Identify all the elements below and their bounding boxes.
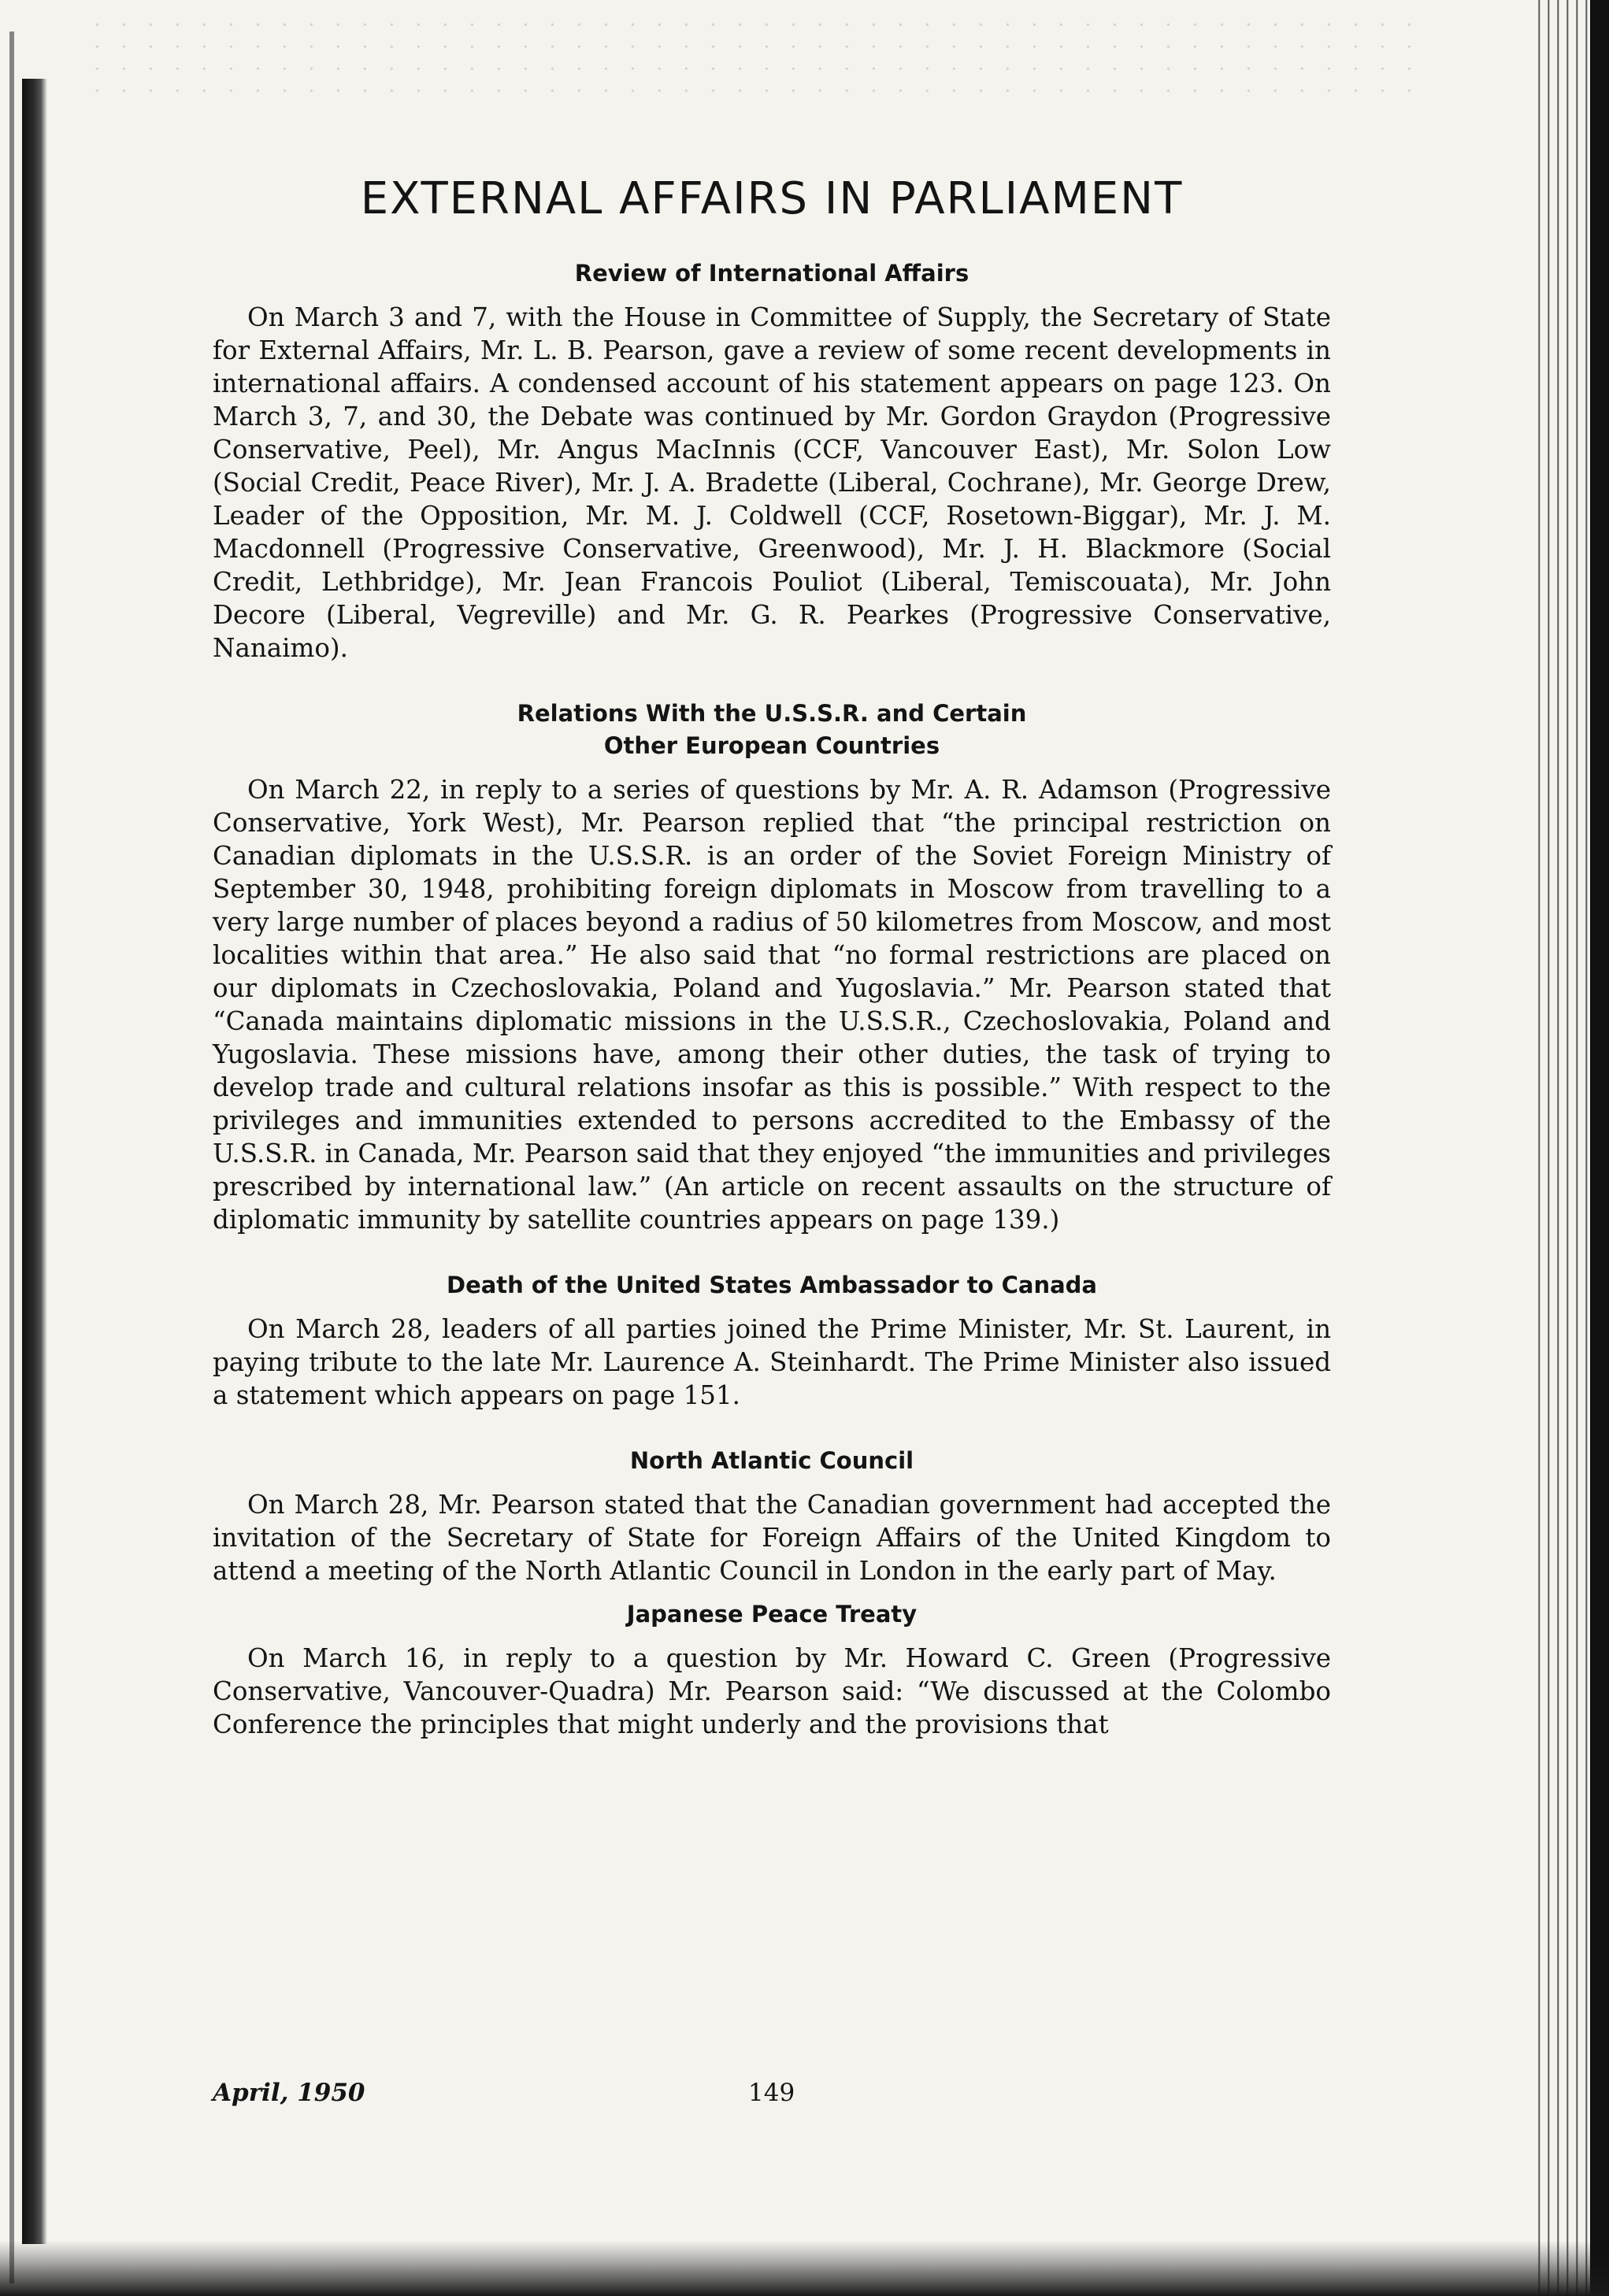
section-japanese-peace-treaty (213, 1598, 1331, 1741)
page-number: 149 (748, 2079, 795, 2107)
scan-binding-edge (22, 79, 47, 2244)
section-body: On March 22, in reply to a series of questions by Mr. A. R. Adamson (Progressive Conservative, York West), Mr. Pearson replied that “the principal restriction on Canadian diplomats in the U.S.S.R. is an order of the Soviet Foreign Ministry of September 30, 1948, prohibiting foreign diplomats in Moscow from travelling to a very large number of places beyond a radius of 50 kilometres from Moscow, and most localities within that area.” He also said that “no formal restrictions are placed on our diplomats in Czechoslovakia, Poland and Yugoslavia.” Mr. Pearson stated that “Canada maintains diplomatic missions in the U.S.S.R., Czechoslovakia, Poland and Yugoslavia. These missions have, among their other duties, the task of trying to develop trade and cultural relations insofar as this is possible.” With respect to the privileges and immunities extended to persons accredited to the Embassy of the U.S.S.R. in Canada, Mr. Pearson said that they enjoyed “the immunities and privileges prescribed by international law.” (An article on recent assaults on the structure of diplomatic immunity by satellite countries appears on page 139.) (213, 775, 1331, 1235)
section-ussr-relations (213, 698, 1331, 1236)
section-body: On March 28, Mr. Pearson stated that the Canadian government had accepted the invitation of the Secretary of State for Foreign Affairs of the United Kingdom to attend a meeting of the North Atlantic Council in London in the early part of May. (213, 1490, 1331, 1586)
section-review (213, 257, 1331, 665)
scan-bottom-shadow (0, 2241, 1609, 2296)
section-body: On March 3 and 7, with the House in Committee of Supply, the Secretary of State for External Affairs, Mr. L. B. Pearson, gave a review of some recent developments in international affairs. A condensed account of his statement appears on page 123. On March 3, 7, and 30, the Debate was continued by Mr. Gordon Graydon (Progressive Conservative, Peel), Mr. Angus MacInnis (CCF, Vancouver East), Mr. Solon Low (Social Credit, Peace River), Mr. J. A. Bradette (Liberal, Cochrane), Mr. George Drew, Leader of the Opposition, Mr. M. J. Coldwell (CCF, Rosetown-Biggar), Mr. J. M. Macdonnell (Progressive Conservative, Greenwood), Mr. J. H. Blackmore (Social Credit, Lethbridge), Mr. Jean Francois Pouliot (Liberal, Temiscouata), Mr. John Decore (Liberal, Vegreville) and Mr. G. R. Pearkes (Progressive Conservative, Nanaimo). (213, 302, 1331, 663)
section-body: On March 16, in reply to a question by Mr. Howard C. Green (Progressive Conservative, Vancouver-Quadra) Mr. Pearson said: “We discussed at the Colombo Conference the principles that might underly and the provisions that (213, 1643, 1331, 1739)
scan-right-shadow (1590, 0, 1609, 2296)
scan-speckle (95, 16, 1433, 102)
section-heading: Review of International Affairs (574, 260, 969, 287)
issue-date: April, 1950 (213, 2079, 365, 2107)
page-title: EXTERNAL AFFAIRS IN PARLIAMENT (360, 173, 1184, 224)
section-heading-line2: Other European Countries (603, 732, 940, 759)
scan-binding-shadow (9, 31, 14, 2283)
page-footer (213, 2079, 1331, 2118)
section-heading: North Atlantic Council (629, 1447, 914, 1474)
section-body: On March 28, leaders of all parties joined the Prime Minister, Mr. St. Laurent, in paying tribute to the late Mr. Laurence A. Steinhardt. The Prime Minister also issued a statement which appears on page 151. (213, 1314, 1331, 1410)
section-heading-line1: Relations With the U.S.S.R. and Certain (517, 700, 1027, 727)
section-heading: Japanese Peace Treaty (626, 1601, 918, 1628)
section-north-atlantic-council (213, 1445, 1331, 1587)
section-ambassador-death (213, 1269, 1331, 1412)
section-heading: Death of the United States Ambassador to Canada (447, 1272, 1097, 1298)
article (213, 173, 1331, 1774)
section-heading (213, 698, 1331, 762)
